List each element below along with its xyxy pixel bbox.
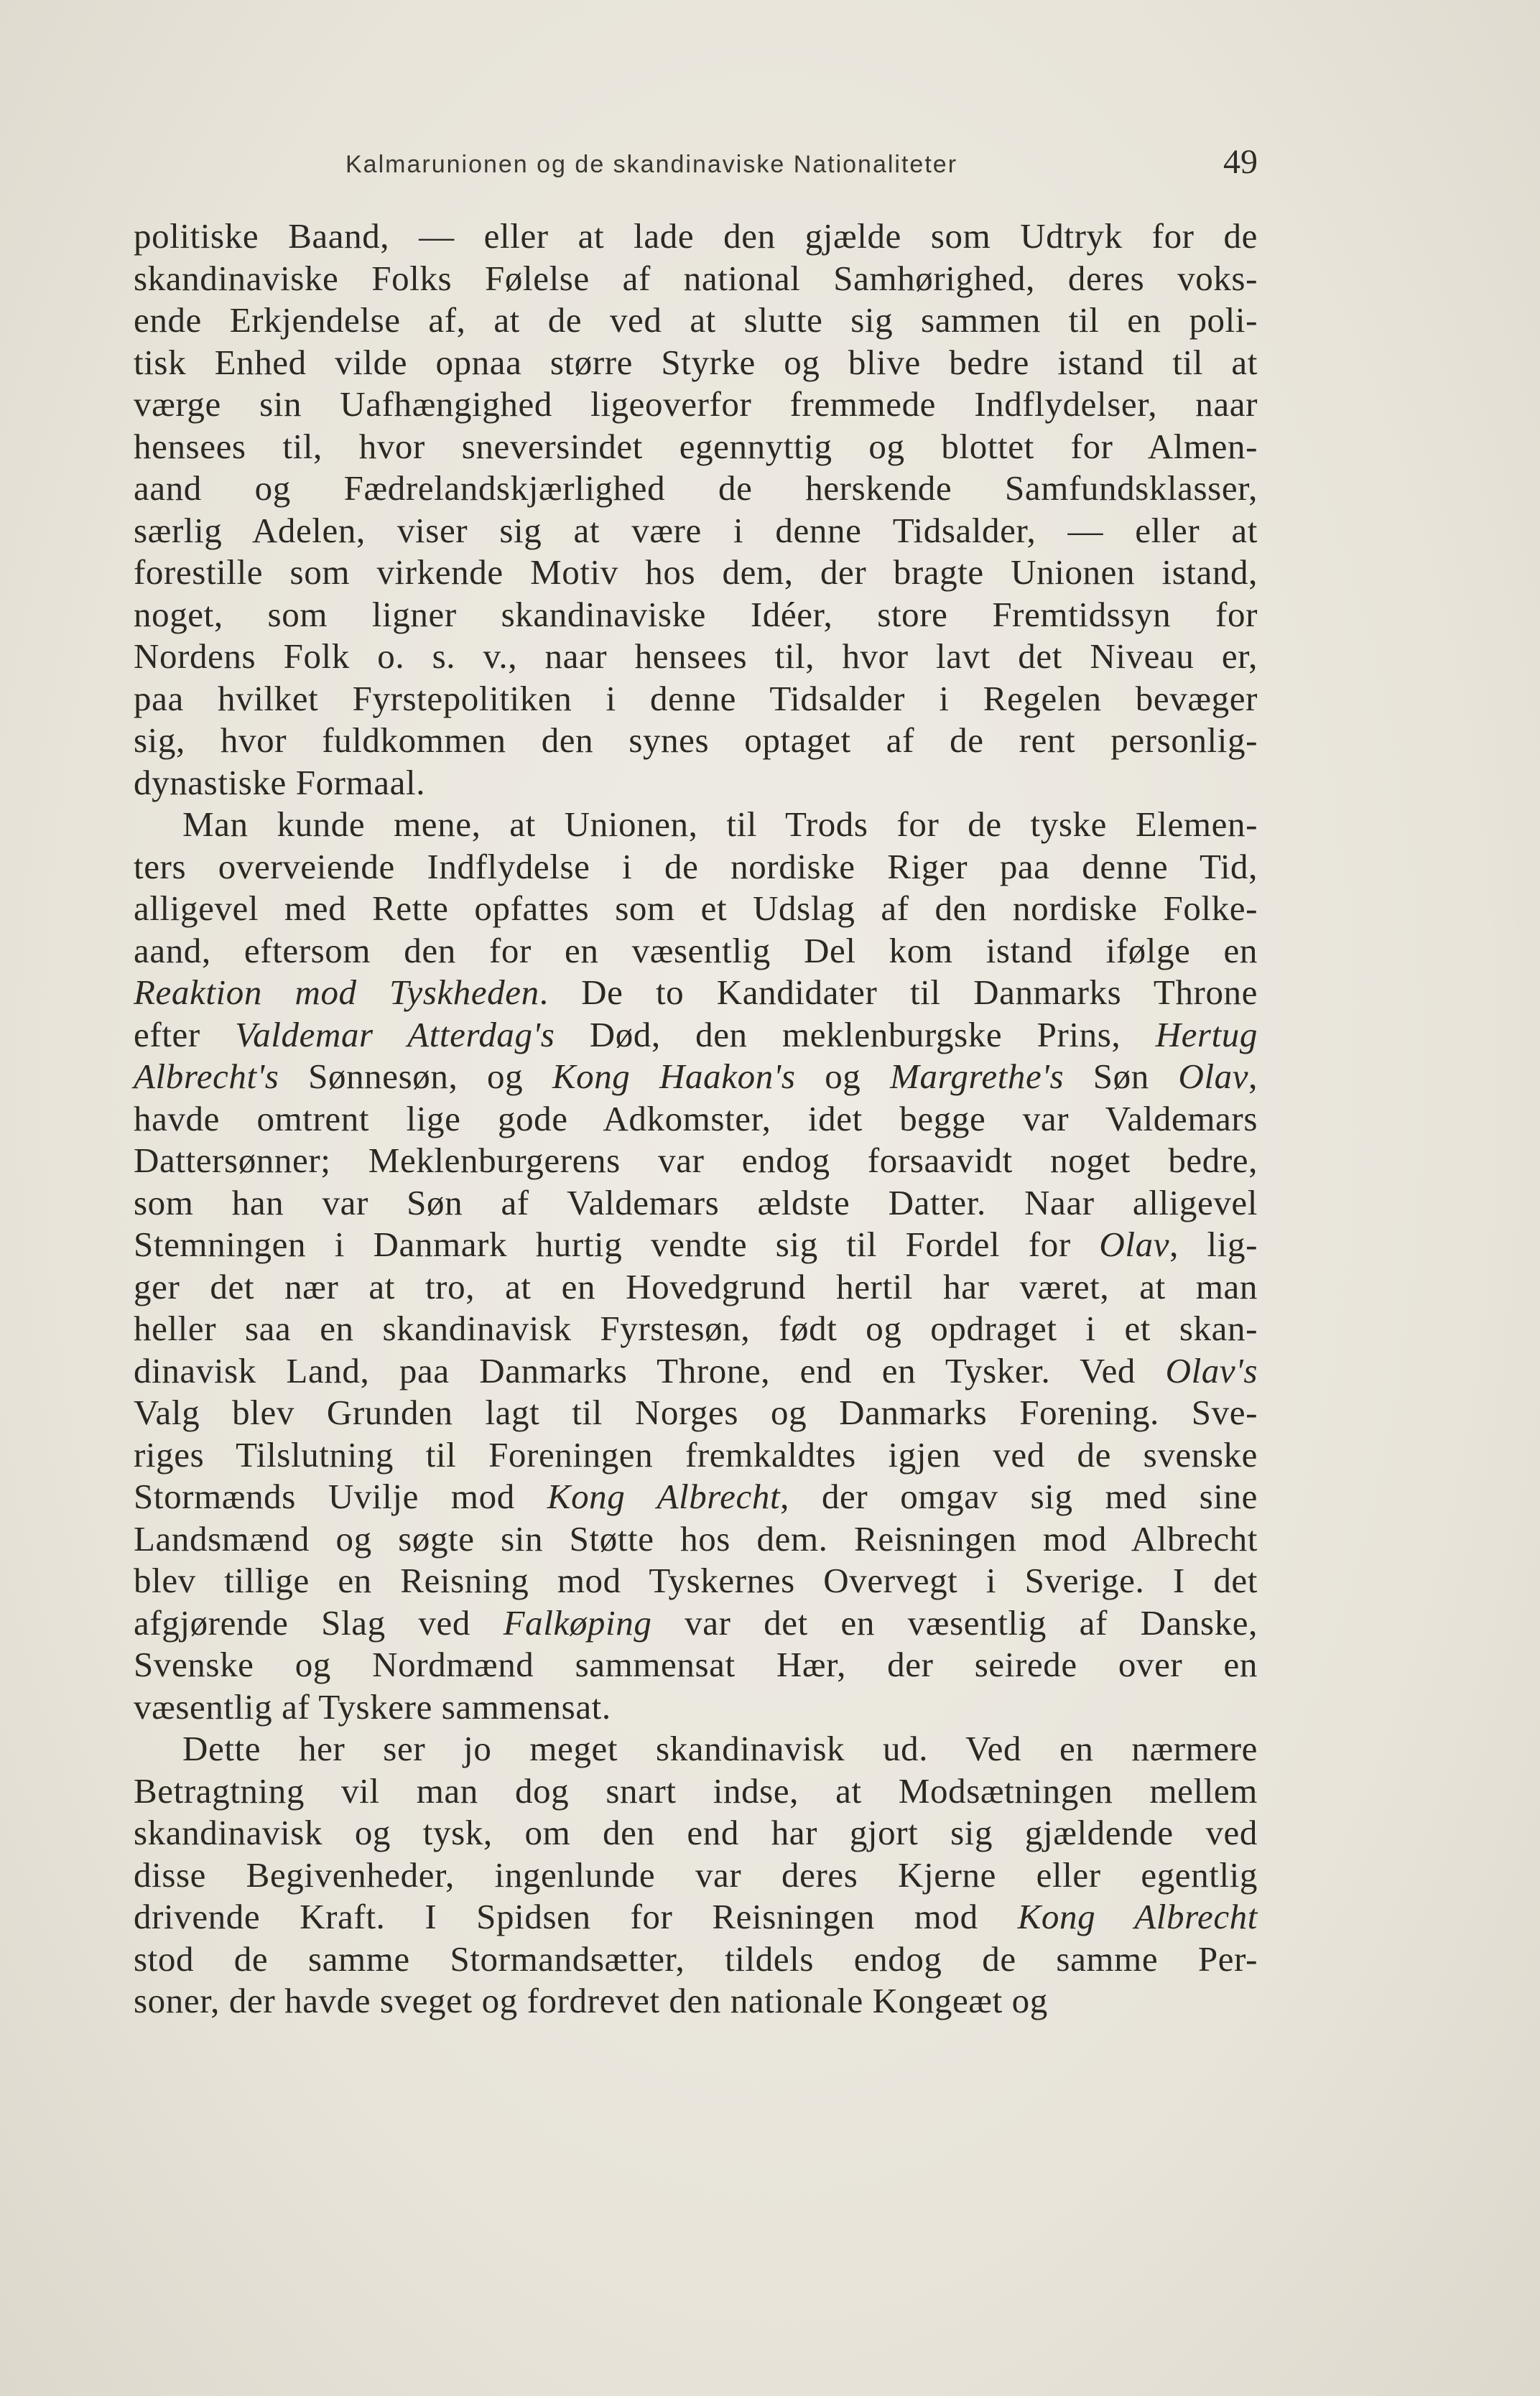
text-line: Dette her ser jo meget skandinavisk ud. Ved en nærmere	[182, 1729, 1258, 1768]
text-line: Betragtning vil man dog snart indse, at Modsætningen mellem	[134, 1770, 1258, 1811]
text-line: ters overveiende Indflydelse i de nordiske Riger paa denne Tid,	[134, 846, 1258, 886]
text-line: havde omtrent lige gode Adkomster, idet begge var Valdemars	[134, 1098, 1258, 1138]
text-line: ende Erkjendelse af, at de ved at slutte sig sammen til en poli-	[134, 300, 1258, 340]
page-number: 49	[1223, 143, 1258, 181]
text-line: dinavisk Land, paa Danmarks Throne, end en Tysker. Ved Olav's	[134, 1350, 1258, 1390]
text-line: soner, der havde sveget og fordrevet den nationale Kongeæt og	[134, 1981, 1048, 2020]
text-line: aand, eftersom den for en væsentlig Del kom istand ifølge en	[134, 930, 1258, 970]
text-line: blev tillige en Reisning mod Tyskernes Overvegt i Sverige. I det	[134, 1561, 1258, 1600]
text-line: Landsmænd og søgte sin Støtte hos dem. Reisningen mod Albrecht	[134, 1518, 1258, 1559]
text-line: disse Begivenheder, ingenlunde var deres Kjerne eller egentlig	[134, 1854, 1258, 1895]
text-line: Man kunde mene, at Unionen, til Trods for de tyske Elemen-	[182, 804, 1258, 844]
text-line: skandinavisk og tysk, om den end har gjort sig gjældende ved	[134, 1813, 1258, 1852]
text-line: Svenske og Nordmænd sammensat Hær, der seirede over en	[134, 1645, 1258, 1684]
text-line: Stormænds Uvilje mod Kong Albrecht, der omgav sig med sine	[134, 1477, 1258, 1516]
text-line: som han var Søn af Valdemars ældste Datter. Naar alligevel	[134, 1182, 1258, 1222]
text-line: drivende Kraft. I Spidsen for Reisningen mod Kong Albrecht	[134, 1897, 1258, 1936]
text-line: Nordens Folk o. s. v., naar hensees til, hvor lavt det Niveau er,	[134, 636, 1258, 676]
text-line: alligevel med Rette opfattes som et Udslag af den nordiske Folke-	[134, 888, 1258, 928]
running-head: Kalmarunionen og de skandinaviske Nationaliteter	[345, 151, 958, 178]
text-line: ger det nær at tro, at en Hovedgrund hertil har været, at man	[134, 1266, 1258, 1306]
text-line: Albrecht's Sønnesøn, og Kong Haakon's og Margrethe's Søn Olav,	[134, 1057, 1258, 1096]
text-line: Dattersønner; Meklenburgerens var endog forsaavidt noget bedre,	[134, 1141, 1258, 1180]
text-line: afgjørende Slag ved Falkøping var det en væsentlig af Danske,	[134, 1602, 1258, 1643]
text-line: forestille som virkende Motiv hos dem, der bragte Unionen istand,	[134, 552, 1258, 592]
page-header	[134, 142, 1258, 192]
text-line: skandinaviske Folks Følelse af national Samhørighed, deres voks-	[134, 258, 1258, 298]
text-line: efter Valdemar Atterdag's Død, den meklenburgske Prins, Hertug	[134, 1014, 1258, 1054]
text-line: politiske Baand, — eller at lade den gjælde som Udtryk for de	[134, 216, 1258, 256]
text-line: hensees til, hvor sneversindet egennyttig og blottet for Almen-	[134, 426, 1258, 466]
text-line: paa hvilket Fyrstepolitiken i denne Tidsalder i Regelen bevæger	[134, 678, 1258, 718]
text-line: særlig Adelen, viser sig at være i denne Tidsalder, — eller at	[134, 510, 1258, 550]
text-line: Stemningen i Danmark hurtig vendte sig til Fordel for Olav, lig-	[134, 1225, 1258, 1264]
text-line: noget, som ligner skandinaviske Idéer, store Fremtidssyn for	[134, 594, 1258, 634]
text-line: værge sin Uafhængighed ligeoverfor fremmede Indflydelser, naar	[134, 384, 1258, 424]
text-line: aand og Fædrelandskjærlighed de herskende Samfundsklasser,	[134, 468, 1258, 508]
text-line: sig, hvor fuldkommen den synes optaget af de rent personlig-	[134, 720, 1258, 760]
text-line: stod de samme Stormandsætter, tildels endog de samme Per-	[134, 1938, 1258, 1979]
text-line: dynastiske Formaal.	[134, 762, 426, 802]
text-line: Valg blev Grunden lagt til Norges og Danmarks Forening. Sve-	[134, 1393, 1258, 1432]
body-text	[134, 215, 1258, 2023]
text-line: riges Tilslutning til Foreningen fremkaldtes igjen ved de svenske	[134, 1434, 1258, 1475]
text-line: væsentlig af Tyskere sammensat.	[134, 1686, 611, 1727]
text-line: tisk Enhed vilde opnaa større Styrke og blive bedre istand til at	[134, 342, 1258, 382]
text-line: Reaktion mod Tyskheden. De to Kandidater til Danmarks Throne	[134, 972, 1258, 1012]
text-line: heller saa en skandinavisk Fyrstesøn, født og opdraget i et skan-	[134, 1309, 1258, 1348]
